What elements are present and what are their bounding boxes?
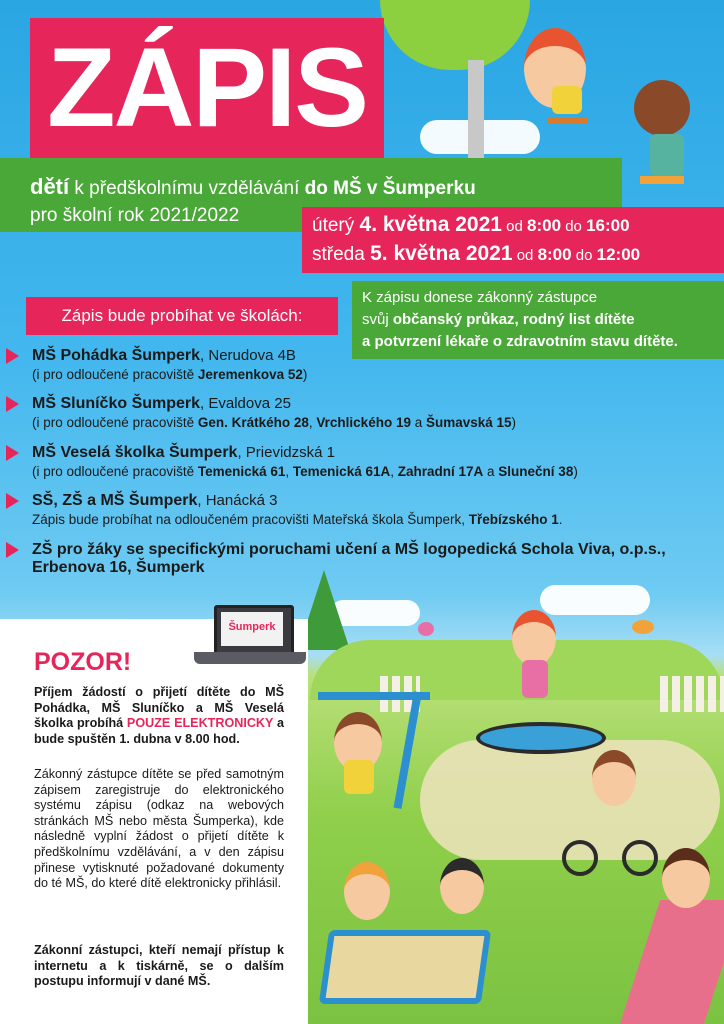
branch-address: Šumavská 15 (425, 415, 512, 430)
child-on-slide-illustration (662, 848, 710, 908)
notice-highlight: POUZE ELEKTRONICKY (126, 716, 274, 731)
branch-text: (i pro odloučené pracoviště (32, 367, 198, 382)
notice-text: Příjem žádostí o přijetí dítěte do MŠ Pohádka, MŠ Sluníčko a MŠ Veselá školka probíhá (34, 685, 284, 731)
list-item-school (32, 492, 563, 527)
branch-text: Zápis bude probíhat na odloučeném pracovišti Mateřská škola Šumperk, (32, 512, 469, 527)
documents-note-line-2 (362, 311, 635, 328)
school-name: MŠ Sluníčko Šumperk (32, 395, 201, 412)
branch-address: Gen. Krátkého 28 (197, 415, 309, 430)
branch-address: Vrchlického 19 (316, 415, 411, 430)
fence-illustration (660, 676, 724, 712)
branch-text: a (483, 464, 499, 479)
child-body-illustration (522, 660, 548, 698)
school-address: , Hanácká 3 (197, 492, 278, 509)
list-item-school (32, 347, 307, 382)
branch-text: ) (573, 464, 578, 479)
bullet-arrow-icon (6, 542, 19, 558)
child-body-illustration (650, 134, 684, 176)
schools-header: Zápis bude probíhat ve školách: (61, 306, 303, 325)
date-line-1 (312, 213, 630, 237)
bicycle-illustration (622, 840, 658, 876)
note-documents: občanský průkaz, rodný list dítěte (392, 311, 635, 328)
notice-paragraph-1 (34, 685, 284, 747)
subtitle-emphasis: dětí (30, 174, 70, 199)
bullet-arrow-icon (6, 348, 19, 364)
bullet-arrow-icon (6, 396, 19, 412)
date-line-2 (312, 242, 640, 266)
page-title: ZÁPIS (47, 25, 367, 150)
subtitle-line-2: pro školní rok 2021/2022 (30, 205, 240, 226)
notice-heading: POZOR! (34, 648, 132, 676)
date-end: 16:00 (586, 216, 630, 235)
branch-text: (i pro odloučené pracoviště (32, 415, 198, 430)
seesaw (640, 176, 684, 184)
school-branches (32, 512, 563, 527)
date-start: 8:00 (527, 216, 562, 235)
branch-address: Třebízského 1 (468, 512, 559, 527)
date-from: od (512, 247, 538, 264)
child-on-seesaw-illustration (634, 80, 690, 136)
date-day: úterý (312, 215, 360, 236)
date-from: od (501, 218, 527, 235)
branch-address: Zahradní 17A (397, 464, 484, 479)
laptop-keyboard (194, 652, 306, 664)
date-value: 4. května 2021 (359, 213, 502, 236)
date-value: 5. května 2021 (370, 242, 513, 265)
branch-text: ) (302, 367, 308, 382)
school-name: MŠ Pohádka Šumperk (32, 347, 201, 364)
date-day: středa (312, 244, 371, 265)
list-item-school (32, 444, 578, 479)
subtitle-text: k předškolnímu vzdělávání (69, 178, 305, 199)
swing-seat (548, 118, 588, 124)
branch-address: Temenická 61A (292, 464, 391, 479)
butterfly-icon (418, 622, 434, 636)
cloud (540, 585, 650, 615)
list-item-school (32, 395, 516, 430)
school-address: Erbenova 16, Šumperk (32, 559, 205, 576)
branch-address: Sluneční 38 (498, 464, 574, 479)
branch-address: Temenická 61 (197, 464, 286, 479)
documents-note-line-3 (362, 333, 678, 350)
school-branches (32, 464, 578, 479)
school-branches (32, 367, 307, 382)
date-to: do (571, 247, 597, 264)
slide-illustration (620, 900, 724, 1024)
bicycle-illustration (562, 840, 598, 876)
school-name: SŠ, ZŠ a MŠ Šumperk (32, 492, 198, 509)
school-name: ZŠ pro žáky se specifickými poruchami učení a MŠ logopedická Schola Viva, o.p.s., (32, 541, 666, 558)
school-name: MŠ Veselá školka Šumperk (32, 444, 238, 461)
subtitle-location: do MŠ v Šumperku (304, 178, 476, 199)
branch-text: (i pro odloučené pracoviště (32, 464, 198, 479)
date-to: do (561, 218, 587, 235)
tree-branch (420, 0, 464, 12)
date-end: 12:00 (596, 245, 641, 264)
bullet-arrow-icon (6, 493, 19, 509)
notice-paragraph-2: Zákonný zástupce dítěte se před samotným zápisem zaregistruje do elektronického systému zápisu (odkaz na webových stránkách MŠ nebo města Šumperka), kde následně vyplní žádost o přijetí dítěte k předškolnímu vzdělávání, a v den zápisu přinese vytisknuté požadované dokumenty do té MŠ, do které dítě elektronicky přihlásil. (34, 767, 284, 891)
tree-trunk (468, 60, 484, 170)
branch-text: , (285, 464, 293, 479)
child-in-sandbox-illustration (440, 858, 484, 914)
child-jumping-illustration (512, 610, 556, 666)
branch-address: Jeremenkova 52 (197, 367, 303, 382)
branch-text: . (558, 512, 563, 527)
bullet-arrow-icon (6, 445, 19, 461)
school-address: , Nerudova 4B (200, 347, 296, 364)
subtitle-line-1 (30, 174, 476, 200)
note-documents: a potvrzení lékaře o zdravotním stavu dítěte. (362, 333, 678, 350)
note-text: svůj (362, 311, 393, 328)
notice-paragraph-3: Zákonní zástupci, kteří nemají přístup k internetu a k tiskárně, se o dalším postupu informují v dané MŠ. (34, 943, 284, 989)
school-branches (32, 415, 516, 430)
branch-text: ) (511, 415, 517, 430)
child-on-bike-illustration (592, 750, 636, 806)
trampoline-illustration (476, 722, 606, 754)
child-in-sandbox-illustration (344, 862, 390, 920)
sandbox-illustration (319, 930, 491, 1004)
notice-text: a bude spuštěn 1. dubna v 8.00 hod. (34, 716, 284, 746)
bird-icon (632, 620, 654, 634)
school-address: , Evaldova 25 (200, 395, 291, 412)
documents-note-line-1: K zápisu donese zákonný zástupce (362, 289, 598, 306)
child-body-illustration (552, 86, 582, 114)
date-start: 8:00 (537, 245, 572, 264)
branch-text: , (308, 415, 317, 430)
school-address: , Prievidzská 1 (237, 444, 335, 461)
laptop-logo: Šumperk (228, 621, 276, 633)
child-body-illustration (344, 760, 374, 794)
branch-text: , (390, 464, 398, 479)
branch-text: a (410, 415, 426, 430)
